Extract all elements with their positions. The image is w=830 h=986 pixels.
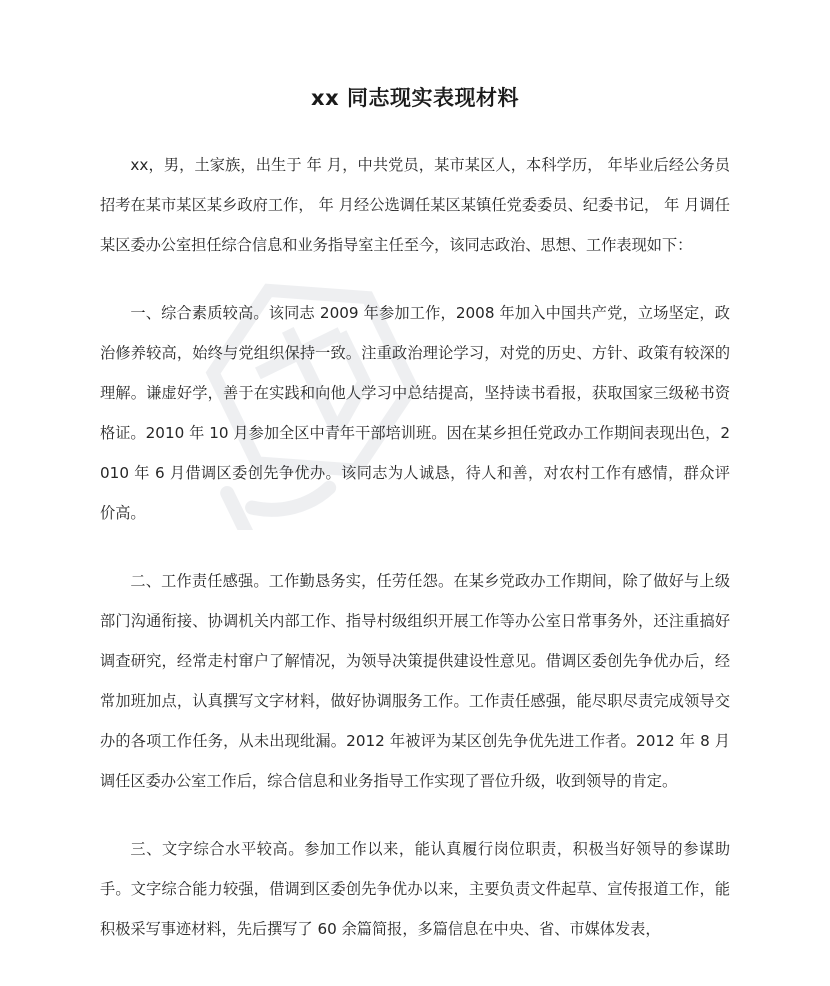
paragraph-section-two: 二、工作责任感强。工作勤恳务实，任劳任怨。在某乡党政办工作期间，除了做好与上级部门沟通衔接、协调机关内部工作、指导村级组织开展工作等办公室日常事务外，还注重搞好调查研究，经常走村窜户了解情况，为领导决策提供建设性意见。借调区委创先争优办后，经常加班加点，认真撰写文字材料，做好协调服务工作。工作责任感强，能尽职尽责完成领导交办的各项工作任务，从未出现纰漏。2012 年被评为某区创先争优先进工作者。2012 年 8 月调任区委办公室工作后，综合信息和业务指导工作实现了晋位升级，收到领导的肯定。 — [100, 572, 730, 791]
paragraph-section-three: 三、文字综合水平较高。参加工作以来，能认真履行岗位职责，积极当好领导的参谋助手。文字综合能力较强，借调到区委创先争优办以来，主要负责文件起草、宣传报道工作，能积极采写事迹材料，先后撰写了 60 余篇简报，多篇信息在中央、省、市媒体发表， — [100, 840, 730, 939]
page-title: xx 同志现实表现材料 — [311, 86, 519, 110]
paragraph-intro: xx，男，土家族，出生于 年 月，中共党员，某市某区人，本科学历， 年毕业后经公务员招考在某市某区某乡政府工作， 年 月经公选调任某区某镇任党委委员、纪委书记， 年 月调任某区委办公室担任综合信息和业务指导室主任至今，该同志政治、思想、工作表现如下： — [100, 156, 730, 255]
paragraph-section-one: 一、综合素质较高。该同志 2009 年参加工作，2008 年加入中国共产党，立场坚定，政治修养较高，始终与党组织保持一致。注重政治理论学习，对党的历史、方针、政策有较深的理解。谦虚好学，善于在实践和向他人学习中总结提高，坚持读书看报，获取国家三级秘书资格证。2010 年 10 月参加全区中青年干部培训班。因在某乡担任党政办工作期间表现出色，2010 年 6 月借调区委创先争优办。该同志为人诚恳，待人和善，对农村工作有感情，群众评价高。 — [100, 304, 730, 523]
